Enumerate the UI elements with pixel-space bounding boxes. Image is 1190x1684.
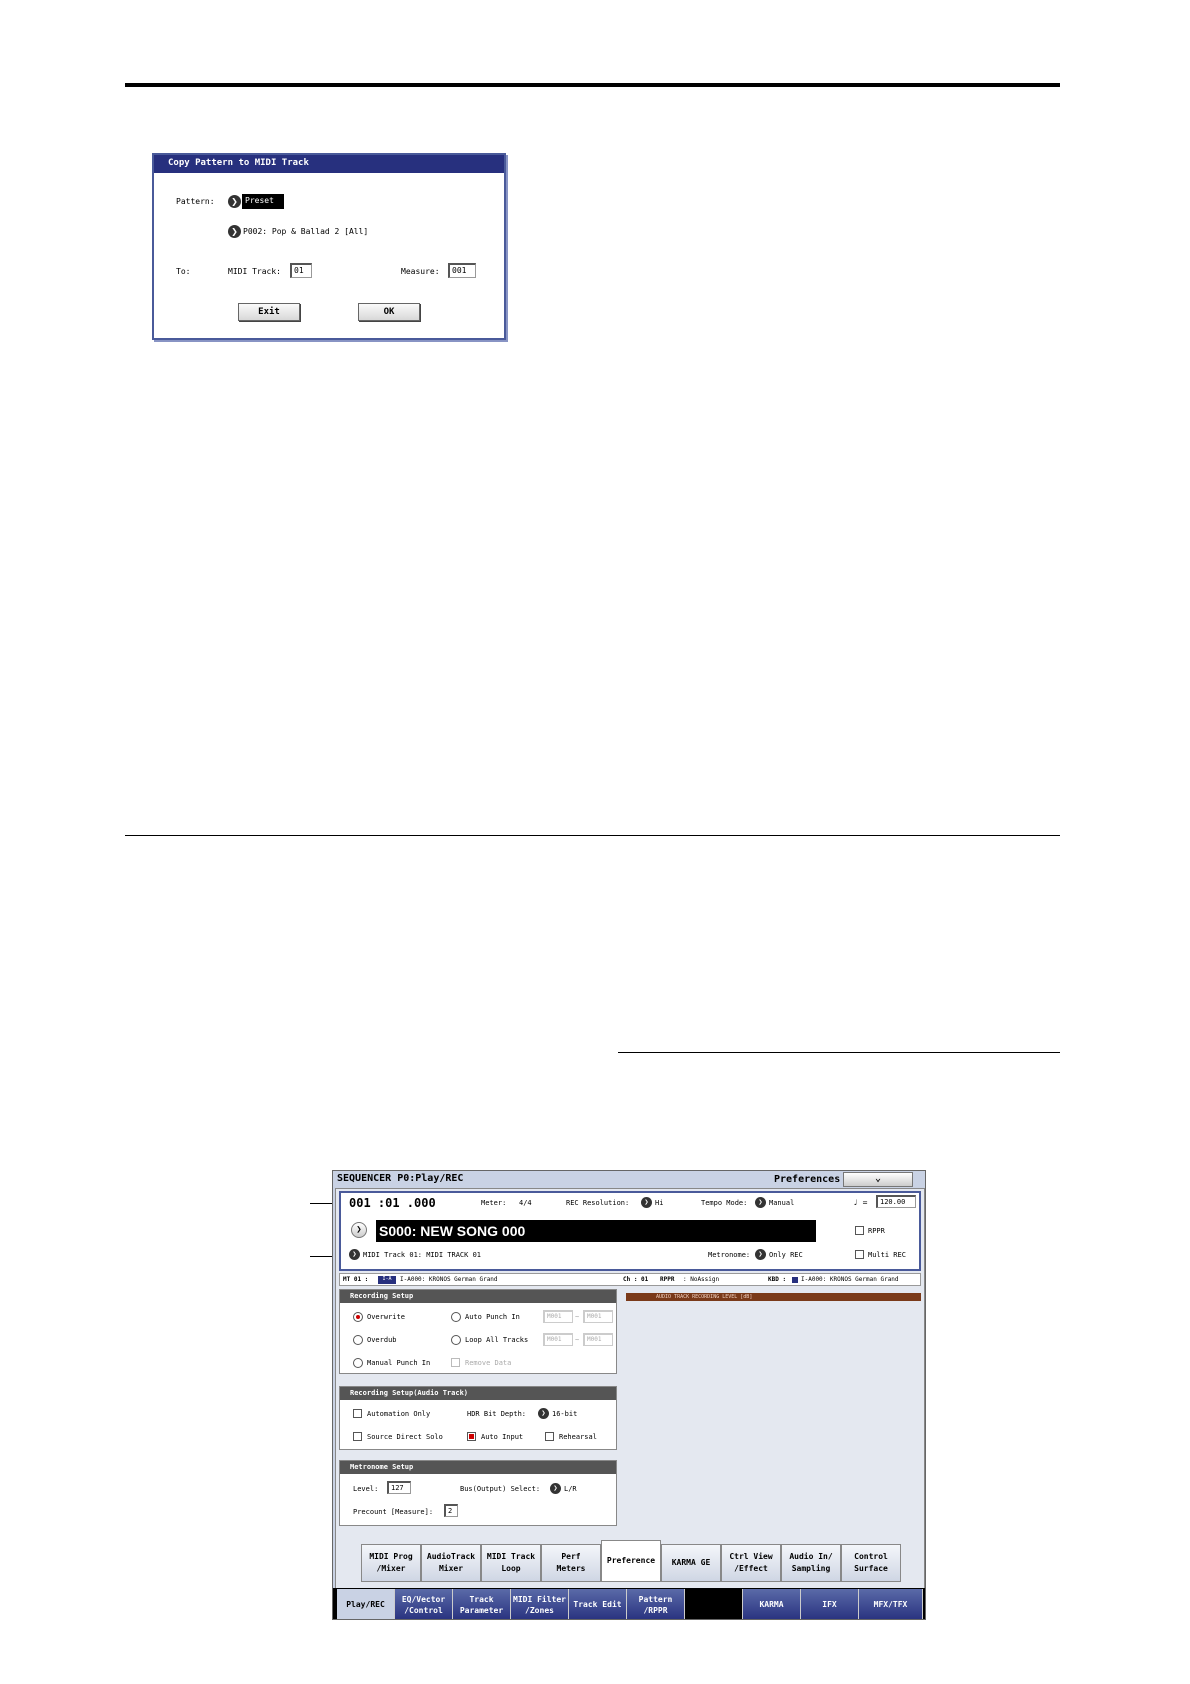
rppr-label: RPPR [868, 1227, 885, 1235]
page-menu-label: Preferences [774, 1174, 841, 1185]
kbd-program: I-A000: KRONOS German Grand [801, 1276, 899, 1283]
tab-control-surface[interactable]: Control Surface [841, 1544, 901, 1582]
audio-recording-setup-title: Recording Setup(Audio Track) [340, 1387, 616, 1400]
tab-ifx[interactable]: IFX [801, 1589, 859, 1620]
measure-label: Measure: [401, 267, 440, 276]
tab-audio-track-mixer[interactable]: AudioTrack Mixer [421, 1544, 481, 1582]
tab-play-rec[interactable]: Play/REC [337, 1589, 395, 1620]
bus-select-value[interactable]: L/R [564, 1485, 577, 1493]
dialog-title: Copy Pattern to MIDI Track [154, 155, 504, 173]
bus-select-popup-icon[interactable]: ❯ [550, 1483, 561, 1494]
screen-title: SEQUENCER P0:Play/REC [333, 1171, 926, 1188]
rppr-info-label: RPPR [660, 1276, 675, 1283]
precount-field[interactable]: 2 [444, 1504, 458, 1517]
pattern-label: Pattern: [176, 197, 215, 206]
recording-setup-title: Recording Setup [340, 1290, 616, 1303]
source-direct-solo-label: Source Direct Solo [367, 1433, 443, 1441]
tab-ctrl-view-effect[interactable]: Ctrl View /Effect [721, 1544, 781, 1582]
rppr-checkbox[interactable] [855, 1226, 864, 1235]
track-select[interactable]: MIDI Track 01: MIDI TRACK 01 [363, 1251, 482, 1259]
metronome-setup-panel [339, 1460, 617, 1526]
tab-eq-vector-control[interactable]: EQ/Vector /Control [395, 1589, 453, 1620]
recording-setup-panel [339, 1289, 617, 1374]
loop-all-label: Loop All Tracks [465, 1336, 529, 1344]
tab-track-edit[interactable]: Track Edit [569, 1589, 627, 1620]
overdub-label: Overdub [367, 1336, 397, 1344]
pattern-bank-select[interactable]: Preset [242, 194, 284, 209]
page-menu-button[interactable] [774, 1172, 913, 1187]
audio-rec-level-header: AUDIO TRACK RECORDING LEVEL [dB] [626, 1293, 921, 1301]
pattern-popup-icon[interactable]: ❯ [228, 225, 241, 238]
copy-pattern-dialog [152, 153, 506, 340]
pattern-bank-popup-icon[interactable]: ❯ [228, 195, 241, 208]
precount-label: Precount [Measure]: [353, 1508, 434, 1516]
auto-punch-end-field[interactable]: M001 [583, 1310, 613, 1323]
measure-field[interactable]: 001 [448, 263, 476, 278]
rec-resolution-popup-icon[interactable]: ❯ [641, 1197, 652, 1208]
chevron-down-icon: ⌄ [874, 1173, 882, 1184]
midi-track-field[interactable]: 01 [290, 263, 312, 278]
range-tilde-2: ~ [575, 1336, 580, 1344]
channel-info: Ch : 01 [623, 1276, 649, 1283]
remove-data-checkbox[interactable] [451, 1358, 460, 1367]
subsection-rule [618, 1052, 1060, 1053]
loop-end-field[interactable]: M001 [583, 1333, 613, 1346]
track-info-bar [339, 1273, 921, 1286]
meter-value[interactable]: 4/4 [519, 1199, 532, 1207]
source-direct-solo-checkbox[interactable] [353, 1432, 362, 1441]
rppr-info-value: : NoAssign [683, 1276, 720, 1283]
page-top-rule [125, 83, 1060, 87]
mt-program: I-A000: KRONOS German Grand [400, 1276, 498, 1283]
metronome-level-label: Level: [353, 1485, 379, 1493]
mt-bank-badge: I-A [378, 1276, 396, 1284]
section-rule [125, 835, 1060, 836]
auto-input-label: Auto Input [481, 1433, 524, 1441]
metronome-setup-title: Metronome Setup [340, 1461, 616, 1474]
tab-midi-prog-mixer[interactable]: MIDI Prog /Mixer [361, 1544, 421, 1582]
tab-pattern-rppr[interactable]: Pattern /RPPR [627, 1589, 685, 1620]
mt-label: MT 01 : [343, 1276, 369, 1283]
tab-track-parameter[interactable]: Track Parameter [453, 1589, 511, 1620]
tab-perf-meters[interactable]: Perf Meters [541, 1544, 601, 1582]
exit-button[interactable]: Exit [238, 303, 300, 321]
to-label: To: [176, 267, 191, 276]
tempo-symbol: ♩ = [853, 1198, 868, 1207]
tab-midi-track-loop[interactable]: MIDI Track Loop [481, 1544, 541, 1582]
metronome-popup-icon[interactable]: ❯ [755, 1249, 766, 1260]
metronome-label: Metronome: [708, 1251, 751, 1259]
location-display[interactable]: 001 :01 .000 [349, 1196, 436, 1210]
tempo-mode-label: Tempo Mode: [701, 1199, 748, 1207]
tab-midi-filter-zones[interactable]: MIDI Filter /Zones [511, 1589, 569, 1620]
multi-rec-label: Multi REC [868, 1251, 906, 1259]
automation-only-checkbox[interactable] [353, 1409, 362, 1418]
kbd-bank-badge [792, 1277, 798, 1283]
auto-punch-start-field[interactable]: M001 [543, 1310, 573, 1323]
auto-punch-radio[interactable] [451, 1312, 461, 1322]
pattern-select[interactable]: P002: Pop & Ballad 2 [All] [243, 227, 369, 236]
midi-track-label: MIDI Track: [228, 267, 281, 276]
multi-rec-checkbox[interactable] [855, 1250, 864, 1259]
bus-select-label: Bus(Output) Select: [460, 1485, 541, 1493]
tab-karma[interactable]: KARMA [743, 1589, 801, 1620]
song-select-icon[interactable]: ❯ [351, 1222, 367, 1238]
auto-punch-label: Auto Punch In [465, 1313, 520, 1321]
sequencer-screen [332, 1170, 926, 1620]
metronome-level-field[interactable]: 127 [387, 1481, 411, 1494]
overwrite-radio[interactable] [353, 1312, 363, 1322]
hdr-bit-depth-value[interactable]: 16-bit [552, 1410, 578, 1418]
ok-button[interactable]: OK [358, 303, 420, 321]
tempo-mode-popup-icon[interactable]: ❯ [755, 1197, 766, 1208]
auto-input-checkbox[interactable] [467, 1432, 476, 1441]
rec-resolution-label: REC Resolution: [566, 1199, 630, 1207]
hdr-bit-depth-label: HDR Bit Depth: [467, 1410, 527, 1418]
rehearsal-checkbox[interactable] [545, 1432, 554, 1441]
kbd-label: KBD : [768, 1276, 787, 1283]
loop-start-field[interactable]: M001 [543, 1333, 573, 1346]
tempo-field[interactable]: 120.00 [876, 1195, 916, 1208]
overdub-radio[interactable] [353, 1335, 363, 1345]
manual-punch-label: Manual Punch In [367, 1359, 431, 1367]
audio-recording-setup-panel [339, 1386, 617, 1450]
tab-audio-in-sampling[interactable]: Audio In/ Sampling [781, 1544, 841, 1582]
range-tilde-1: ~ [575, 1313, 580, 1321]
meter-label: Meter: [481, 1199, 507, 1207]
rec-resolution-value[interactable]: Hi [655, 1199, 664, 1207]
tempo-mode-value[interactable]: Manual [769, 1199, 795, 1207]
manual-punch-radio[interactable] [353, 1358, 363, 1368]
tab-karma-ge[interactable]: KARMA GE [661, 1544, 721, 1582]
tab-mfx-tfx[interactable]: MFX/TFX [859, 1589, 923, 1620]
lower-tab-row [333, 1588, 926, 1620]
metronome-value[interactable]: Only REC [769, 1251, 803, 1259]
loop-all-radio[interactable] [451, 1335, 461, 1345]
remove-data-label: Remove Data [465, 1359, 512, 1367]
song-name[interactable]: S000: NEW SONG 000 [376, 1220, 816, 1242]
tab-preference[interactable]: Preference [601, 1540, 661, 1582]
upper-tab-row [333, 1540, 926, 1582]
hdr-bit-depth-popup-icon[interactable]: ❯ [538, 1408, 549, 1419]
tab-blank [685, 1589, 743, 1620]
overwrite-label: Overwrite [367, 1313, 405, 1321]
song-header-box [339, 1191, 921, 1271]
rehearsal-label: Rehearsal [559, 1433, 597, 1441]
track-select-popup-icon[interactable]: ❯ [349, 1249, 360, 1260]
automation-only-label: Automation Only [367, 1410, 431, 1418]
